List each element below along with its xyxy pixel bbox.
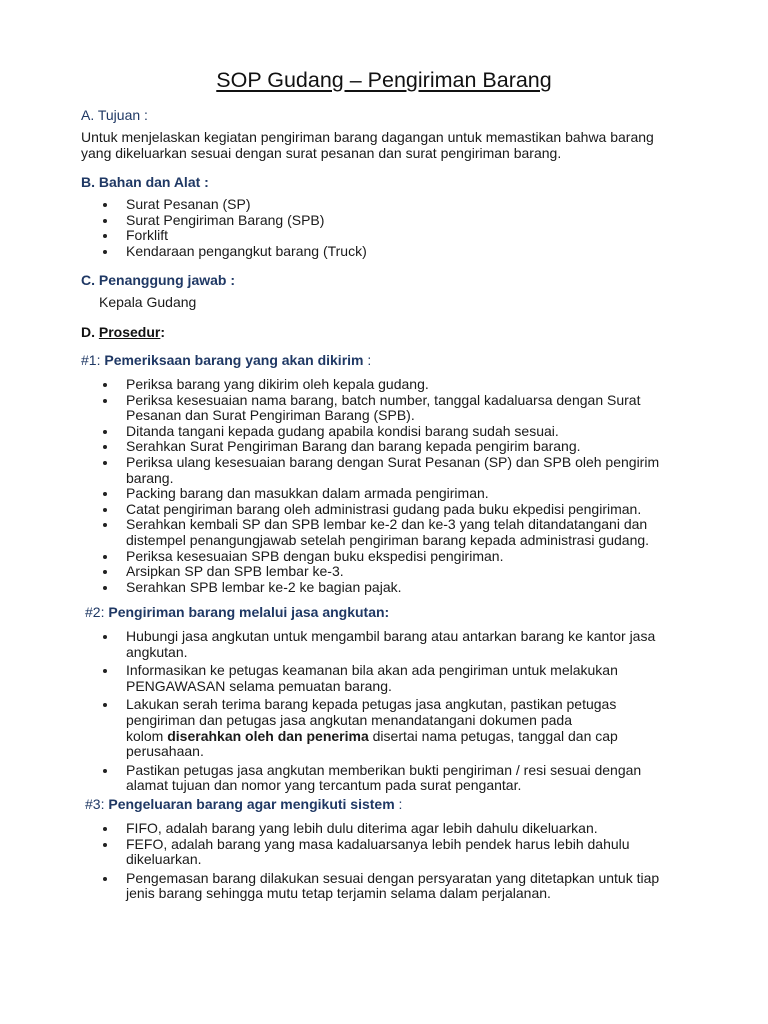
list-item: Serahkan SPB lembar ke-2 ke bagian pajak.: [103, 580, 678, 596]
list-item: Forklift: [103, 228, 678, 244]
step-1-suffix: :: [363, 352, 372, 368]
step-2-heading: [85, 605, 695, 621]
list-item: Packing barang dan masukkan dalam armada pengiriman.: [103, 486, 678, 502]
list-item: Hubungi jasa angkutan untuk mengambil barang atau antarkan barang ke kantor jasa angkutan.: [103, 629, 678, 660]
step-2-num: #2:: [85, 604, 109, 620]
list-item: Periksa kesesuaian nama barang, batch number, tanggal kadaluarsa dengan Surat Pesanan dan Surat Pengiriman Barang (SPB).: [103, 393, 678, 424]
list-item: Informasikan ke petugas keamanan bila akan ada pengiriman untuk melakukan PENGAWASAN selama pemuatan barang.: [103, 663, 678, 694]
step-1-heading: [81, 353, 691, 369]
list-item-text: disertai nama petugas, tanggal dan cap perusahaan.: [126, 727, 618, 760]
list-item: Pengemasan barang dilakukan sesuai dengan persyaratan yang ditetapkan untuk tiap jenis barang sehingga mutu tetap terjamin selama dalam perjalanan.: [103, 871, 678, 902]
section-d-suffix: :: [160, 324, 166, 340]
section-c-heading: C. Penanggung jawab :: [81, 272, 236, 288]
materials-list: [103, 197, 678, 259]
step-3-title: Pengeluaran barang agar mengikuti sistem: [108, 796, 395, 812]
section-b-heading: B. Bahan dan Alat :: [81, 174, 209, 190]
section-c-body: Kepala Gudang: [99, 294, 197, 310]
section-d-heading: [81, 325, 691, 341]
section-a-heading: A. Tujuan :: [81, 107, 148, 123]
list-item: Serahkan kembali SP dan SPB lembar ke-2 dan ke-3 yang telah ditandatangani dan distempel penangungjawab setelah pengiriman barang kepada administrasi gudang.: [103, 517, 678, 548]
section-d-title: Prosedur: [98, 324, 161, 340]
list-item: [103, 697, 678, 759]
list-item: FEFO, adalah barang yang masa kadaluarsanya lebih pendek harus lebih dahulu dikeluarkan.: [103, 837, 678, 868]
list-item-text: kolom: [126, 727, 168, 744]
step-1-num: #1:: [81, 352, 105, 368]
list-item: Pastikan petugas jasa angkutan memberikan bukti pengiriman / resi sesuai dengan alamat tujuan dan nomor yang tercantum pada surat pengantar.: [103, 763, 678, 794]
list-item-bold: diserahkan oleh dan penerima: [167, 727, 369, 744]
list-item: Surat Pengiriman Barang (SPB): [103, 213, 678, 229]
list-item: Catat pengiriman barang oleh administrasi gudang pada buku ekpedisi pengiriman.: [103, 502, 678, 518]
list-item: FIFO, adalah barang yang lebih dulu diterima agar lebih dahulu dikeluarkan.: [103, 821, 678, 837]
step-3-heading: [85, 797, 695, 813]
step-3-list: [103, 821, 678, 902]
list-item: Surat Pesanan (SP): [103, 197, 678, 213]
section-d-prefix: D.: [81, 324, 99, 340]
step-3-suffix: :: [394, 796, 403, 812]
section-a-body: Untuk menjelaskan kegiatan pengiriman barang dagangan untuk memastikan bahwa barang yang dikeluarkan sesuai dengan surat pesanan dan surat pengiriman barang.: [81, 129, 654, 161]
list-item: Periksa kesesuaian SPB dengan buku ekspedisi pengiriman.: [103, 549, 678, 565]
list-item: Ditanda tangani kepada gudang apabila kondisi barang sudah sesuai.: [103, 424, 678, 440]
step-1-list: [103, 377, 678, 595]
list-item: Kendaraan pengangkut barang (Truck): [103, 244, 678, 260]
step-3-num: #3:: [85, 796, 109, 812]
list-item: Periksa ulang kesesuaian barang dengan Surat Pesanan (SP) dan SPB oleh pengirim barang.: [103, 455, 678, 486]
list-item: Arsipkan SP dan SPB lembar ke-3.: [103, 564, 678, 580]
step-2-list: [103, 629, 678, 794]
list-item: Periksa barang yang dikirim oleh kepala gudang.: [103, 377, 678, 393]
list-item-text: Lakukan serah terima barang kepada petugas jasa angkutan, pastikan petugas pengiriman dan petugas jasa angkutan menandatangani dokumen pada: [126, 696, 617, 728]
step-2-title: Pengiriman barang melalui jasa angkutan:: [108, 604, 390, 620]
list-item: Serahkan Surat Pengiriman Barang dan barang kepada pengirim barang.: [103, 439, 678, 455]
step-1-title: Pemeriksaan barang yang akan dikirim: [104, 352, 364, 368]
page-title: SOP Gudang – Pengiriman Barang: [216, 68, 552, 92]
